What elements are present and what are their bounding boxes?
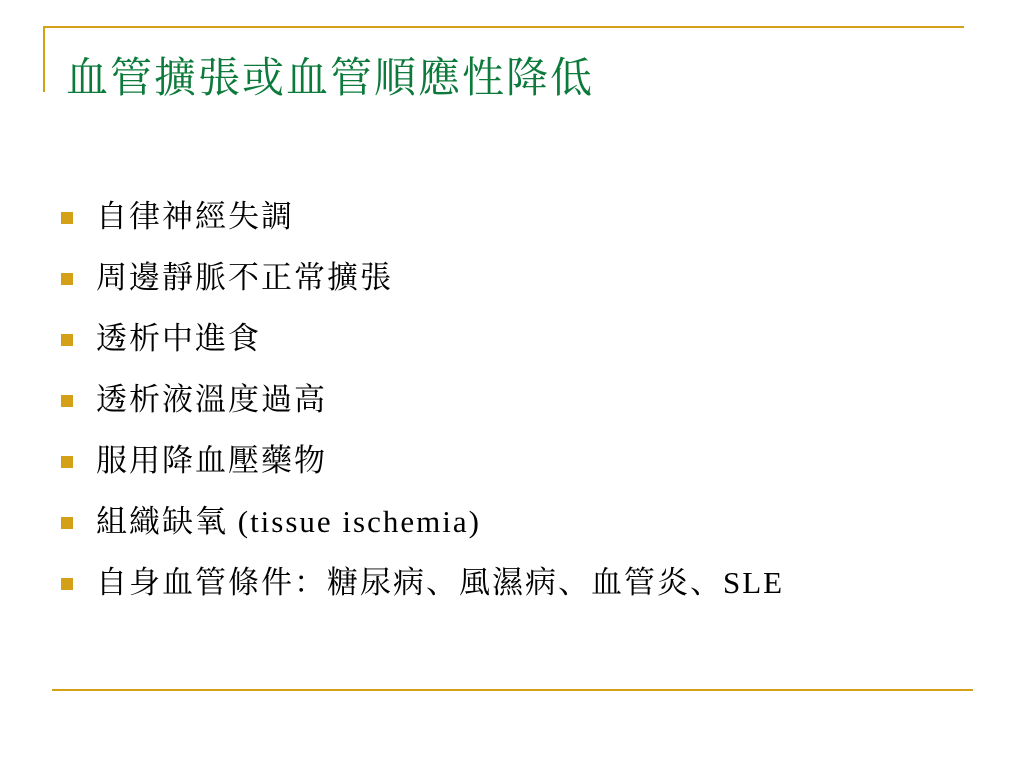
list-item: [58, 379, 928, 421]
list-item: [58, 196, 928, 238]
bullet-text: 自身血管條件：糖尿病、風濕病、血管炎、SLE: [96, 565, 785, 600]
bullet-text: 組織缺氧 (tissue ischemia): [96, 504, 481, 539]
list-item: [58, 257, 928, 299]
left-rule: [43, 26, 45, 92]
square-bullet-icon: [61, 212, 73, 224]
list-item: [58, 318, 928, 360]
square-bullet-icon: [61, 334, 73, 346]
top-rule: [43, 26, 964, 28]
bullet-text: 自律神經失調: [96, 199, 294, 234]
square-bullet-icon: [61, 273, 73, 285]
square-bullet-icon: [61, 395, 73, 407]
list-item: [58, 562, 928, 604]
square-bullet-icon: [61, 578, 73, 590]
bullet-text: 透析中進食: [96, 321, 261, 356]
square-bullet-icon: [61, 456, 73, 468]
list-item: [58, 501, 928, 543]
list-item: [58, 440, 928, 482]
bottom-rule: [52, 689, 973, 691]
slide-title: 血管擴張或血管順應性降低: [66, 53, 595, 102]
bullet-text: 透析液溫度過高: [96, 382, 327, 417]
bullet-text: 服用降血壓藥物: [96, 443, 327, 478]
square-bullet-icon: [61, 517, 73, 529]
bullet-text: 周邊靜脈不正常擴張: [96, 260, 393, 295]
bullet-list: [58, 196, 928, 623]
